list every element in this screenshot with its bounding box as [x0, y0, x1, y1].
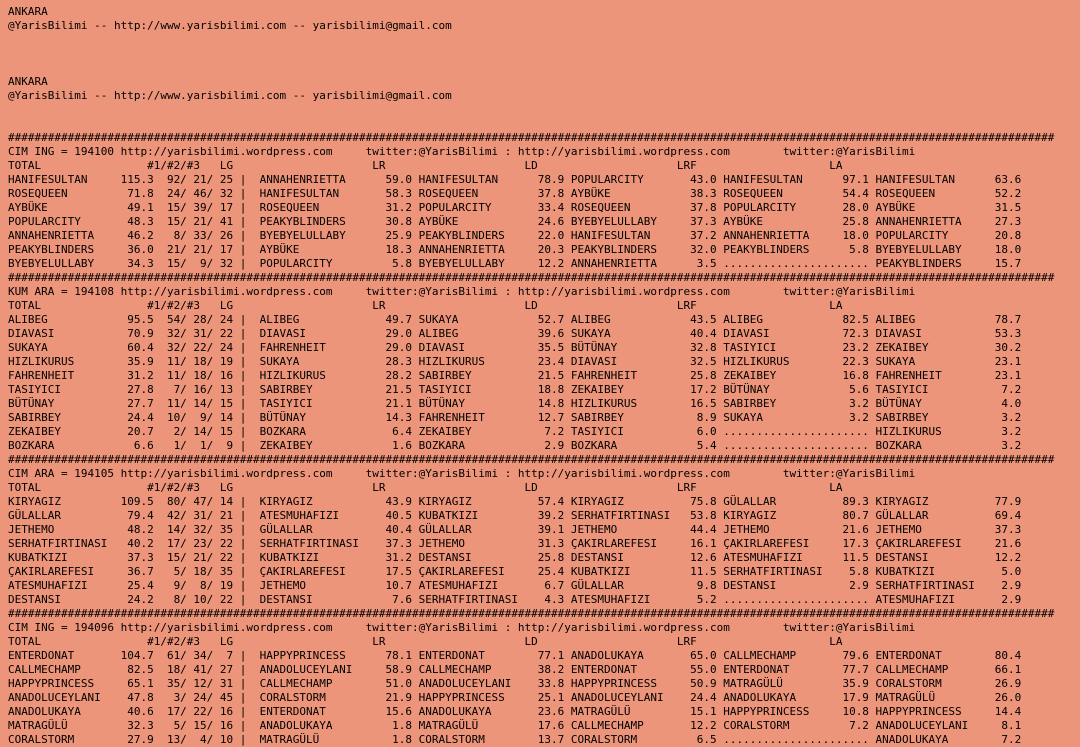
data-row: SERHATFIRTINASI 40.2 17/ 23/ 22 | SERHATFIRTINASI 37.3 JETHEMO 31.3 ÇAKIRLAREFESI 16.1 ÇAKIRLAREFESI 17.3 ÇAKIRLAREFESI 21.6	[8, 537, 1022, 550]
data-row: ALIBEG 95.5 54/ 28/ 24 | ALIBEG 49.7 SUKAYA 52.7 ALIBEG 43.5 ALIBEG 82.5 ALIBEG 78.7	[8, 313, 1022, 326]
data-row: POPULARCITY 48.3 15/ 21/ 41 | PEAKYBLINDERS 30.8 AYBÜKE 24.6 BYEBYELULLABY 37.3 AYBÜKE 25.8 ANNAHENRIETTA 27.3	[8, 215, 1022, 228]
text-line: @YarisBilimi -- http://www.yarisbilimi.com -- yarisbilimi@gmail.com	[8, 19, 452, 32]
race-header-line: CIM ARA = 194105 http://yarisbilimi.wordpress.com twitter:@YarisBilimi : http://yarisbilimi.wordpress.com twitter:@YarisBilimi	[8, 467, 916, 480]
data-row: ENTERDONAT 104.7 61/ 34/ 7 | HAPPYPRINCESS 78.1 ENTERDONAT 77.1 ANADOLUKAYA 65.0 CALLMECHAMP 79.6 ENTERDONAT 80.4	[8, 649, 1022, 662]
column-header-line: TOTAL #1/#2/#3 LG LR LD LRF LA	[8, 299, 843, 312]
data-row: ATESMUHAFIZI 25.4 9/ 8/ 19 | JETHEMO 10.7 ATESMUHAFIZI 6.7 GÜLALLAR 9.8 DESTANSI 2.9 SERHATFIRTINASI 2.9	[8, 579, 1022, 592]
separator-line: ##############################################################################################################################################################	[8, 131, 1055, 144]
data-row: HIZLIKURUS 35.9 11/ 18/ 19 | SUKAYA 28.3 HIZLIKURUS 23.4 DIAVASI 32.5 HIZLIKURUS 22.3 SUKAYA 23.1	[8, 355, 1022, 368]
text-line: ANKARA	[8, 5, 48, 18]
data-row: DESTANSI 24.2 8/ 10/ 22 | DESTANSI 7.6 SERHATFIRTINASI 4.3 ATESMUHAFIZI 5.2 ...................... ATESMUHAFIZI 2.9	[8, 593, 1022, 606]
data-row: BÜTÜNAY 27.7 11/ 14/ 15 | TASIYICI 21.1 BÜTÜNAY 14.8 HIZLIKURUS 16.5 SABIRBEY 3.2 BÜTÜNAY 4.0	[8, 397, 1022, 410]
data-row: CORALSTORM 27.9 13/ 4/ 10 | MATRAGÜLÜ 1.8 CORALSTORM 13.7 CORALSTORM 6.5 ...................... ANADOLUKAYA 7.2	[8, 733, 1022, 746]
blank-line	[8, 33, 1080, 47]
separator-line: ##############################################################################################################################################################	[8, 453, 1055, 466]
data-row: ANADOLUKAYA 40.6 17/ 22/ 16 | ENTERDONAT 15.6 ANADOLUKAYA 23.6 MATRAGÜLÜ 15.1 HAPPYPRINCESS 10.8 HAPPYPRINCESS 14.4	[8, 705, 1022, 718]
race-header-line: KUM ARA = 194108 http://yarisbilimi.wordpress.com twitter:@YarisBilimi : http://yarisbilimi.wordpress.com twitter:@YarisBilimi	[8, 285, 916, 298]
blank-line	[8, 47, 1080, 61]
data-row: KUBATKIZI 37.3 15/ 21/ 22 | KUBATKIZI 31.2 DESTANSI 25.8 DESTANSI 12.6 ATESMUHAFIZI 11.5 DESTANSI 12.2	[8, 551, 1022, 564]
data-row: BOZKARA 6.6 1/ 1/ 9 | ZEKAIBEY 1.6 BOZKARA 2.9 BOZKARA 5.4 ...................... BOZKARA 3.2	[8, 439, 1022, 452]
blank-line	[8, 103, 1080, 117]
data-row: JETHEMO 48.2 14/ 32/ 35 | GÜLALLAR 40.4 GÜLALLAR 39.1 JETHEMO 44.4 JETHEMO 21.6 JETHEMO 37.3	[8, 523, 1022, 536]
data-row: BYEBYELULLABY 34.3 15/ 9/ 32 | POPULARCITY 5.8 BYEBYELULLABY 12.2 ANNAHENRIETTA 3.5 ...................... PEAKYBLINDERS 15.7	[8, 257, 1022, 270]
data-row: ANADOLUCEYLANI 47.8 3/ 24/ 45 | CORALSTORM 21.9 HAPPYPRINCESS 25.1 ANADOLUCEYLANI 24.4 ANADOLUKAYA 17.9 MATRAGÜLÜ 26.0	[8, 691, 1022, 704]
race-header-line: CIM ING = 194100 http://yarisbilimi.wordpress.com twitter:@YarisBilimi : http://yarisbilimi.wordpress.com twitter:@YarisBilimi	[8, 145, 916, 158]
data-row: HANIFESULTAN 115.3 92/ 21/ 25 | ANNAHENRIETTA 59.0 HANIFESULTAN 78.9 POPULARCITY 43.0 HANIFESULTAN 97.1 HANIFESULTAN 63.6	[8, 173, 1022, 186]
column-header-line: TOTAL #1/#2/#3 LG LR LD LRF LA	[8, 159, 843, 172]
text-line: ANKARA	[8, 75, 48, 88]
blank-line	[8, 61, 1080, 75]
data-row: CALLMECHAMP 82.5 18/ 41/ 27 | ANADOLUCEYLANI 58.9 CALLMECHAMP 38.2 ENTERDONAT 55.0 ENTERDONAT 77.7 CALLMECHAMP 66.1	[8, 663, 1022, 676]
data-row: HAPPYPRINCESS 65.1 35/ 12/ 31 | CALLMECHAMP 51.0 ANADOLUCEYLANI 33.8 HAPPYPRINCESS 50.9 MATRAGÜLÜ 35.9 CORALSTORM 26.9	[8, 677, 1022, 690]
separator-line: ##############################################################################################################################################################	[8, 607, 1055, 620]
data-row: GÜLALLAR 79.4 42/ 31/ 21 | ATESMUHAFIZI 40.5 KUBATKIZI 39.2 SERHATFIRTINASI 53.8 KIRYAGIZ 80.7 GÜLALLAR 69.4	[8, 509, 1022, 522]
separator-line: ##############################################################################################################################################################	[8, 271, 1055, 284]
data-row: AYBÜKE 49.1 15/ 39/ 17 | ROSEQUEEN 31.2 POPULARCITY 33.4 ROSEQUEEN 37.8 POPULARCITY 28.0 AYBÜKE 31.5	[8, 201, 1022, 214]
race-header-line: CIM ING = 194096 http://yarisbilimi.wordpress.com twitter:@YarisBilimi : http://yarisbilimi.wordpress.com twitter:@YarisBilimi	[8, 621, 916, 634]
data-row: ANNAHENRIETTA 46.2 8/ 33/ 26 | BYEBYELULLABY 25.9 PEAKYBLINDERS 22.0 HANIFESULTAN 37.2 ANNAHENRIETTA 18.0 POPULARCITY 20.8	[8, 229, 1022, 242]
column-header-line: TOTAL #1/#2/#3 LG LR LD LRF LA	[8, 481, 843, 494]
data-row: ZEKAIBEY 20.7 2/ 14/ 15 | BOZKARA 6.4 ZEKAIBEY 7.2 TASIYICI 6.0 ...................... HIZLIKURUS 3.2	[8, 425, 1022, 438]
data-row: TASIYICI 27.8 7/ 16/ 13 | SABIRBEY 21.5 TASIYICI 18.8 ZEKAIBEY 17.2 BÜTÜNAY 5.6 TASIYICI 7.2	[8, 383, 1022, 396]
data-row: SUKAYA 60.4 32/ 22/ 24 | FAHRENHEIT 29.0 DIAVASI 35.5 BÜTÜNAY 32.8 TASIYICI 23.2 ZEKAIBEY 30.2	[8, 341, 1022, 354]
data-row: SABIRBEY 24.4 10/ 9/ 14 | BÜTÜNAY 14.3 FAHRENHEIT 12.7 SABIRBEY 8.9 SUKAYA 3.2 SABIRBEY 3.2	[8, 411, 1022, 424]
data-row: PEAKYBLINDERS 36.0 21/ 21/ 17 | AYBÜKE 18.3 ANNAHENRIETTA 20.3 PEAKYBLINDERS 32.0 PEAKYBLINDERS 5.8 BYEBYELULLABY 18.0	[8, 243, 1022, 256]
data-row: KIRYAGIZ 109.5 80/ 47/ 14 | KIRYAGIZ 43.9 KIRYAGIZ 57.4 KIRYAGIZ 75.8 GÜLALLAR 89.3 KIRYAGIZ 77.9	[8, 495, 1022, 508]
text-line: @YarisBilimi -- http://www.yarisbilimi.com -- yarisbilimi@gmail.com	[8, 89, 452, 102]
data-row: ÇAKIRLAREFESI 36.7 5/ 18/ 35 | ÇAKIRLAREFESI 17.5 ÇAKIRLAREFESI 25.4 KUBATKIZI 11.5 SERHATFIRTINASI 5.8 KUBATKIZI 5.0	[8, 565, 1022, 578]
data-row: MATRAGÜLÜ 32.3 5/ 15/ 16 | ANADOLUKAYA 1.8 MATRAGÜLÜ 17.6 CALLMECHAMP 12.2 CORALSTORM 7.2 ANADOLUCEYLANI 8.1	[8, 719, 1022, 732]
data-row: ROSEQUEEN 71.8 24/ 46/ 32 | HANIFESULTAN 58.3 ROSEQUEEN 37.8 AYBÜKE 38.3 ROSEQUEEN 54.4 ROSEQUEEN 52.2	[8, 187, 1022, 200]
blank-line	[8, 117, 1080, 131]
data-row: DIAVASI 70.9 32/ 31/ 22 | DIAVASI 29.0 ALIBEG 39.6 SUKAYA 40.4 DIAVASI 72.3 DIAVASI 53.3	[8, 327, 1022, 340]
data-row: FAHRENHEIT 31.2 11/ 18/ 16 | HIZLIKURUS 28.2 SABIRBEY 21.5 FAHRENHEIT 25.8 ZEKAIBEY 16.8 FAHRENHEIT 23.1	[8, 369, 1022, 382]
column-header-line: TOTAL #1/#2/#3 LG LR LD LRF LA	[8, 635, 843, 648]
